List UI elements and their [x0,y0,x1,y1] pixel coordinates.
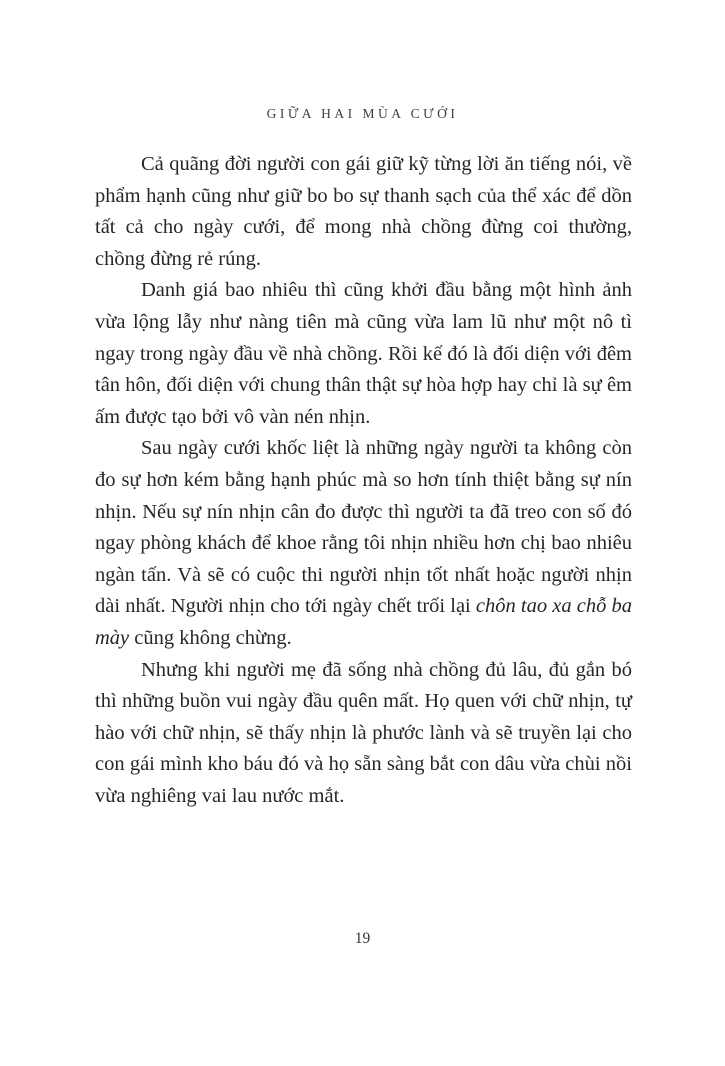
paragraph-text: Cả quãng đời người con gái giữ kỹ từng lời ăn tiếng nói, về phẩm hạnh cũng như giữ bo bo sự thanh sạch của thể xác để dồn tất cả cho ngày cưới, để mong nhà chồng đừng coi thường, chồng đừng rẻ rúng. [95,153,632,270]
paragraph [95,275,632,433]
paragraph-text: Danh giá bao nhiêu thì cũng khởi đầu bằng một hình ảnh vừa lộng lẫy như nàng tiên mà cũng vừa lam lũ như một nô tì ngay trong ngày đầu về nhà chồng. Rồi kế đó là đối diện với đêm tân hôn, đối diện với chung thân thật sự hòa hợp hay chỉ là sự êm ấm được tạo bởi vô vàn nén nhịn. [95,279,632,428]
running-header: GIỮA HAI MÙA CƯỚI [266,106,459,121]
paragraph [95,149,632,275]
paragraph [95,655,632,813]
page-number: 19 [354,930,371,947]
italic-phrase: chôn tao xa chỗ ba mày [95,595,632,649]
paragraph-text: Nhưng khi người mẹ đã sống nhà chồng đủ lâu, đủ gắn bó thì những buồn vui ngày đầu quên mất. Họ quen với chữ nhịn, tự hào với chữ nhịn, sẽ thấy nhịn là phước lành và sẽ truyền lại cho con gái mình kho báu đó và họ sẵn sàng bắt con dâu vừa chùi nồi vừa nghiêng vai lau nước mắt. [95,658,632,807]
paragraph-text: cũng không chừng. [129,626,292,649]
paragraph-text: Sau ngày cưới khốc liệt là những ngày người ta không còn đo sự hơn kém bằng hạnh phúc mà so hơn tính thiệt bằng sự nín nhịn. Nếu sự nín nhịn cân đo được thì người ta đã treo con số đó ngay phòng khách để khoe rằng tôi nhịn nhiều hơn chị bao nhiêu ngàn tấn. Và sẽ có cuộc thi người nhịn tốt nhất hoặc người nhịn dài nhất. Người nhịn cho tới ngày chết trối lại [95,437,632,618]
page-body [95,149,632,812]
paragraph [95,433,632,654]
